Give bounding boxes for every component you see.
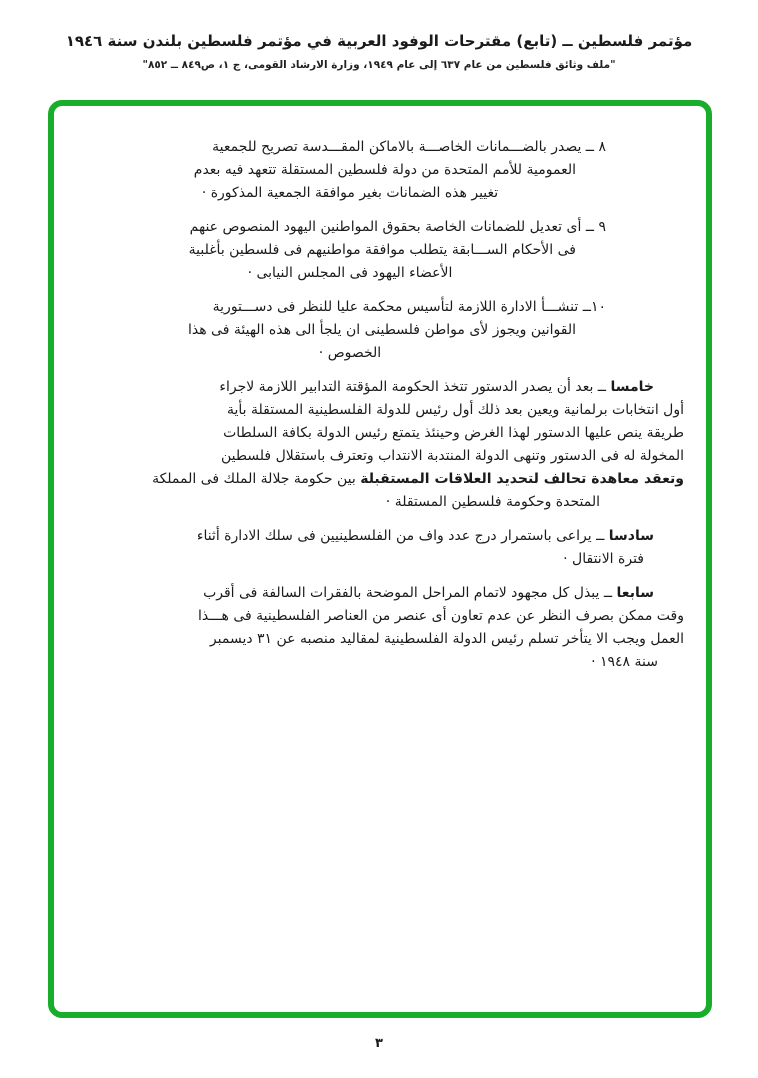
page-footer <box>0 1032 758 1051</box>
text-line <box>94 468 684 491</box>
clause-lead-word: سادسا <box>608 528 654 544</box>
numbered-item-8 <box>94 136 606 205</box>
text-line: الأعضاء اليهود فى المجلس النيابى · <box>247 265 453 281</box>
page-header <box>0 0 758 71</box>
numbered-item-9 <box>94 216 606 285</box>
text-segment: بين حكومة جلالة الملك فى المملكة <box>152 471 361 487</box>
text-segment: ــ يراعى باستمرار درج عدد واف من الفلسطينيين فى سلك الادارة أثناء <box>196 528 609 544</box>
text-line: فى الأحكام الســـابقة يتطلب موافقة مواطنيهم فى فلسطين بأغلبية <box>188 242 576 258</box>
text-line <box>94 525 684 548</box>
document-body <box>54 106 706 674</box>
text-line: المتحدة وحكومة فلسطين المستقلة · <box>385 494 600 510</box>
clause-seventh <box>94 582 684 674</box>
clause-fifth <box>94 376 684 514</box>
clause-lead-word: خامسا <box>610 379 654 395</box>
text-line: العمل ويجب الا يتأخر تسلم رئيس الدولة الفلسطينية لمقاليد منصبه عن ٣١ ديسمبر <box>209 631 684 647</box>
document-title: مؤتمر فلسطين ــ (تابع) مقترحات الوفود العربية في مؤتمر فلسطين بلندن سنة ١٩٤٦ <box>65 32 693 50</box>
text-segment: ــ يبذل كل مجهود لاتمام المراحل الموضحة بالفقرات السالفة فى أقرب <box>203 585 617 601</box>
text-line: أول انتخابات برلمانية ويعين بعد ذلك أول رئيس للدولة الفلسطينية المستقلة بأية <box>226 402 684 418</box>
clause-sixth <box>94 525 684 571</box>
text-line: الخصوص · <box>318 345 382 361</box>
page-number: ٣ <box>375 1036 383 1051</box>
text-line: سنة ١٩٤٨ · <box>591 654 658 670</box>
text-line: العمومية للأمم المتحدة من دولة فلسطين المستقلة تتعهد فيه بعدم <box>193 162 576 178</box>
text-line: وقت ممكن بصرف النظر عن عدم تعاون أى عنصر من العناصر الفلسطينية فى هـــذا <box>197 608 684 624</box>
text-segment: ــ بعد أن يصدر الدستور تتخذ الحكومة المؤقتة التدابير اللازمة لاجراء <box>219 379 611 395</box>
text-line <box>94 376 684 399</box>
highlight-border-box <box>48 100 712 1018</box>
text-line: القوانين ويجوز لأى مواطن فلسطينى ان يلجأ الى هذه الهيئة فى هذا <box>187 322 576 338</box>
text-line: فترة الانتقال · <box>563 551 644 567</box>
text-line <box>94 582 684 605</box>
clause-lead-word: سابعا <box>616 585 654 601</box>
source-citation: "ملف وثائق فلسطين من عام ٦٣٧ إلى عام ١٩٤٩، وزارة الارشاد القومى، ج ١، ص٨٤٩ ــ ٨٥٢" <box>142 59 616 71</box>
text-line: المخولة له فى الدستور وتنهى الدولة المنتدبة الانتداب وتعترف باستقلال فلسطين <box>220 448 684 464</box>
text-line: ٩ ــ أى تعديل للضمانات الخاصة بحقوق المواطنين اليهود المنصوص عنهم <box>189 219 606 235</box>
text-line: ٨ ــ يصدر بالضـــمانات الخاصـــة بالاماكن المقـــدسة تصريح للجمعية <box>212 139 606 155</box>
numbered-item-10 <box>94 296 606 365</box>
emphasized-segment: وتعقد معاهدة تحالف لتحديد العلاقات المستقبلة <box>360 471 684 487</box>
text-line: تغيير هذه الضمانات بغير موافقة الجمعية المذكورة · <box>201 185 499 201</box>
text-line: طريقة ينص عليها الدستور لهذا الغرض وحينئذ يتمتع رئيس الدولة بكافة السلطات <box>223 425 684 441</box>
text-line: ١٠ــ تنشـــأ الادارة اللازمة لتأسيس محكمة عليا للنظر فى دســـتورية <box>212 299 606 315</box>
